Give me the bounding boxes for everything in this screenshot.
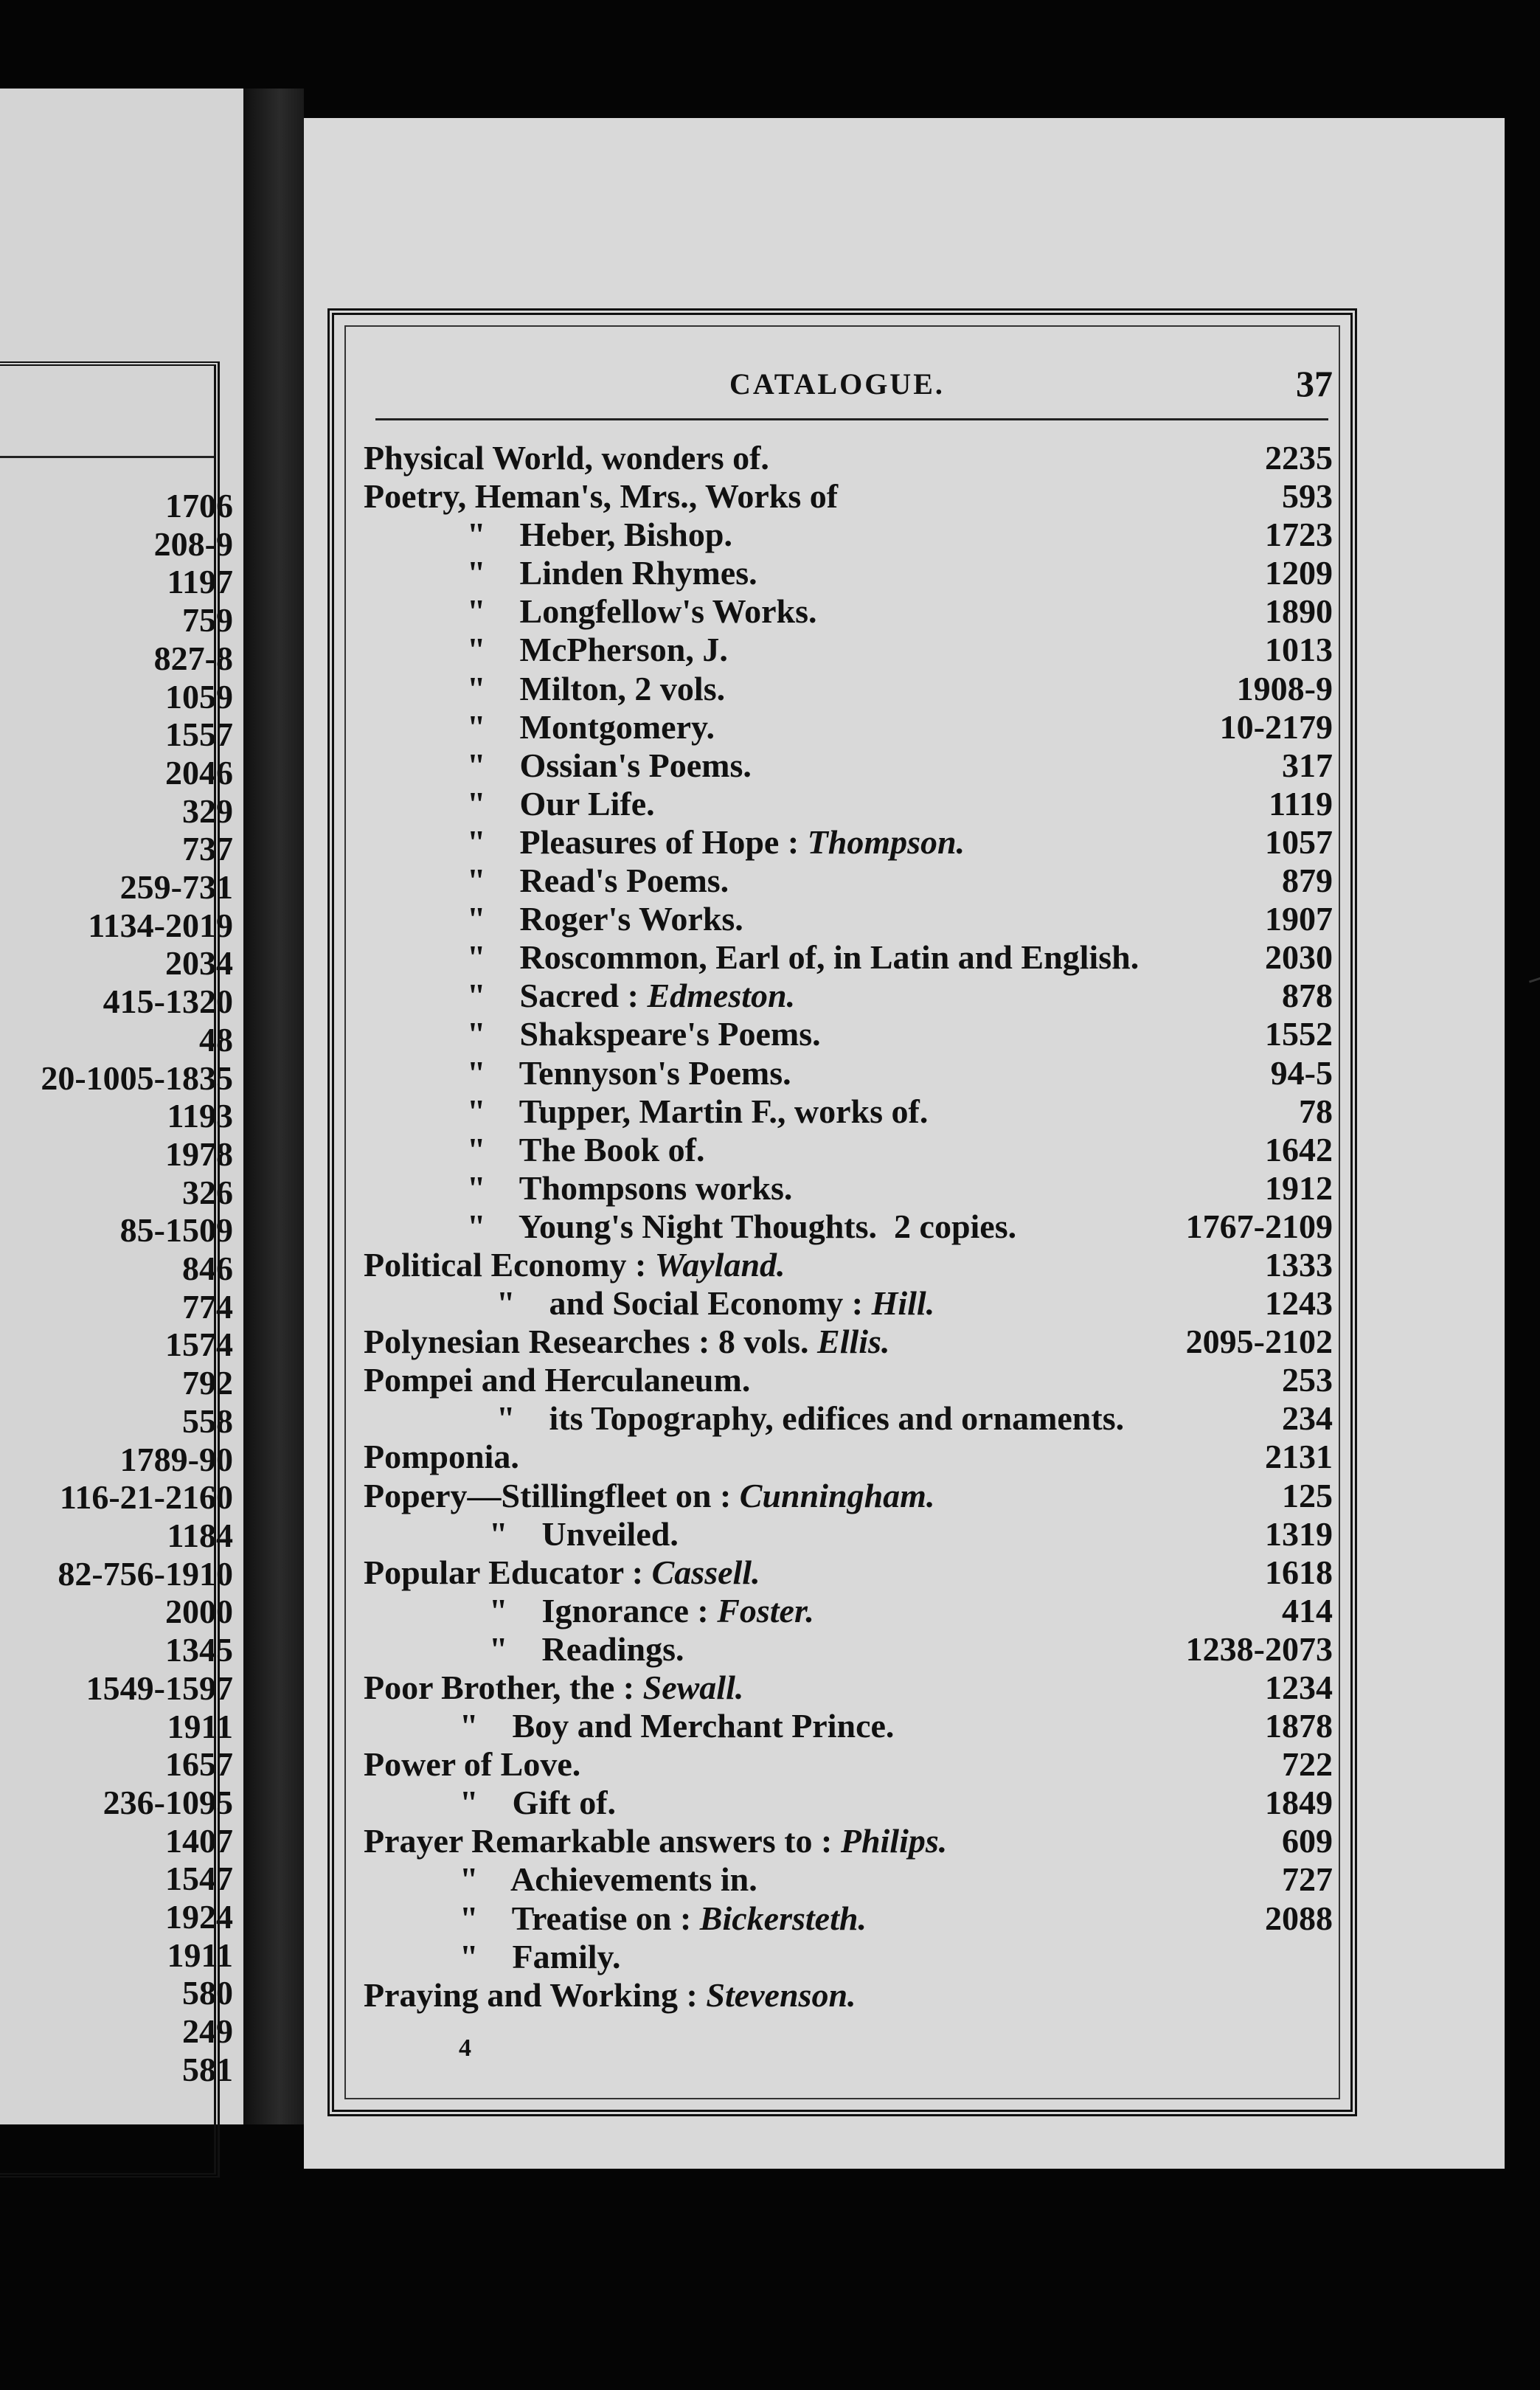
entry-author: Edmeston. xyxy=(647,977,796,1015)
entry-title-text: " Heber, Bishop. xyxy=(467,516,732,554)
entry-title-text: Polynesian Researches : 8 vols. xyxy=(364,1323,818,1361)
entry-number: 1908-9 xyxy=(1236,669,1333,707)
previous-page-number-column xyxy=(0,487,233,2089)
entry-number: 78 xyxy=(1299,1092,1333,1130)
previous-page-number: 116-21-2160 xyxy=(59,1478,233,1517)
previous-page-number: 1193 xyxy=(167,1097,233,1135)
catalogue-entry xyxy=(334,1399,1350,1438)
catalogue-entry xyxy=(334,1592,1350,1630)
entry-title xyxy=(364,1745,580,1784)
catalogue-entry xyxy=(334,938,1350,977)
catalogue-entry xyxy=(334,785,1350,823)
previous-page-number: 329 xyxy=(182,792,233,830)
catalogue-entry xyxy=(334,1246,1350,1284)
entry-number: 10-2179 xyxy=(1219,707,1333,746)
previous-page-number: 827-8 xyxy=(153,639,233,677)
entry-title xyxy=(459,1784,616,1822)
entry-number: 1013 xyxy=(1265,631,1333,669)
entry-title-text: " Our Life. xyxy=(467,784,655,822)
entry-title xyxy=(489,1515,679,1553)
catalogue-entry xyxy=(334,1015,1350,1053)
previous-page-number: 774 xyxy=(182,1287,233,1326)
catalogue-entry xyxy=(334,670,1350,708)
entry-title-text: " Treatise on : xyxy=(459,1899,700,1937)
catalogue-entry xyxy=(334,823,1350,862)
entry-number: 1209 xyxy=(1265,554,1333,592)
previous-page-number: 1557 xyxy=(165,716,233,754)
entry-title-text: " Gift of. xyxy=(459,1784,617,1822)
previous-page-number: 2046 xyxy=(165,753,233,792)
entry-title xyxy=(364,439,769,477)
previous-page-number: 48 xyxy=(199,1020,233,1059)
entry-title-text: Popular Educator : xyxy=(364,1553,652,1591)
entry-author: Ellis. xyxy=(817,1323,890,1361)
signature-mark: 4 xyxy=(459,2034,471,2062)
previous-page-number: 581 xyxy=(182,2050,233,2088)
page-number: 37 xyxy=(1296,363,1333,404)
catalogue-entry xyxy=(334,1477,1350,1515)
catalogue-entry xyxy=(334,1208,1350,1246)
previous-page-number: 1978 xyxy=(165,1135,233,1173)
entry-title xyxy=(364,1323,889,1361)
entry-number: 1243 xyxy=(1265,1284,1333,1323)
entry-number: 253 xyxy=(1282,1361,1333,1399)
entry-number: 1238-2073 xyxy=(1185,1629,1333,1668)
previous-page-number: 1134-2019 xyxy=(88,906,233,944)
catalogue-entry xyxy=(334,1707,1350,1745)
catalogue-entry-list xyxy=(334,439,1350,2015)
entry-title xyxy=(467,592,817,631)
entry-title-text: " Shakspeare's Poems. xyxy=(467,1015,821,1053)
catalogue-entry xyxy=(334,862,1350,900)
entry-number: 593 xyxy=(1282,477,1333,516)
previous-page-number: 249 xyxy=(182,2012,233,2051)
catalogue-entry xyxy=(334,1553,1350,1592)
catalogue-entry xyxy=(334,1976,1350,2015)
entry-title-text: Pomponia. xyxy=(364,1438,519,1476)
entry-number: 414 xyxy=(1282,1591,1333,1629)
previous-page-number: 1059 xyxy=(165,677,233,716)
entry-title xyxy=(496,1399,1124,1438)
entry-number: 879 xyxy=(1282,862,1333,900)
entry-title-text: " its Topography, edifices and ornaments. xyxy=(496,1399,1125,1438)
catalogue-entry xyxy=(334,977,1350,1015)
catalogue-entry xyxy=(334,1438,1350,1476)
entry-title xyxy=(364,1438,519,1476)
entry-author: Stevenson. xyxy=(706,1975,856,2014)
entry-number: 1119 xyxy=(1269,784,1333,822)
entry-number: 1878 xyxy=(1265,1707,1333,1745)
entry-number: 878 xyxy=(1282,977,1333,1015)
entry-title-text: " and Social Economy : xyxy=(496,1284,872,1323)
running-head: CATALOGUE. xyxy=(729,367,945,401)
entry-title-text: " Longfellow's Works. xyxy=(467,592,817,631)
entry-title-text: " Linden Rhymes. xyxy=(467,554,757,592)
entry-title xyxy=(467,977,795,1015)
previous-page-number: 1574 xyxy=(165,1326,233,1364)
previous-page-number: 1547 xyxy=(165,1860,233,1898)
previous-page-number: 737 xyxy=(182,830,233,868)
catalogue-entry xyxy=(334,900,1350,938)
previous-page-number: 2000 xyxy=(165,1593,233,1631)
entry-number: 1912 xyxy=(1265,1168,1333,1207)
entry-title xyxy=(467,1169,792,1208)
entry-number: 727 xyxy=(1282,1860,1333,1899)
catalogue-entry xyxy=(334,1361,1350,1399)
entry-author: Foster. xyxy=(717,1591,814,1629)
previous-page-number: 1407 xyxy=(165,1821,233,1860)
catalogue-entry xyxy=(334,1054,1350,1092)
previous-page-number: 1345 xyxy=(165,1631,233,1669)
previous-page-number: 1657 xyxy=(165,1745,233,1784)
catalogue-entry xyxy=(334,516,1350,554)
previous-page-number: 82-756-1910 xyxy=(58,1554,233,1593)
entry-title xyxy=(459,1938,620,1976)
entry-title xyxy=(467,516,732,554)
previous-page-number: 1706 xyxy=(165,487,233,524)
entry-title xyxy=(364,1976,856,2015)
entry-number: 1552 xyxy=(1265,1015,1333,1053)
catalogue-entry xyxy=(334,631,1350,669)
entry-author: Wayland. xyxy=(654,1245,785,1284)
catalogue-entry xyxy=(334,1784,1350,1822)
entry-author: Bickersteth. xyxy=(699,1899,867,1937)
entry-title-text: " Young's Night Thoughts. 2 copies. xyxy=(467,1207,1017,1245)
entry-number: 1057 xyxy=(1265,822,1333,861)
entry-title xyxy=(364,1246,785,1284)
entry-author: Hill. xyxy=(871,1284,935,1323)
entry-number: 1618 xyxy=(1265,1553,1333,1591)
entry-number: 2095-2102 xyxy=(1185,1323,1333,1361)
entry-title-text: Prayer Remarkable answers to : xyxy=(364,1822,841,1860)
catalogue-entry xyxy=(334,1630,1350,1669)
entry-title xyxy=(467,1131,704,1169)
previous-page-number: 208-9 xyxy=(153,524,233,563)
entry-number: 1234 xyxy=(1265,1669,1333,1706)
entry-number: 1767-2109 xyxy=(1185,1207,1333,1245)
entry-title-text: Pompei and Herculaneum. xyxy=(364,1361,751,1399)
entry-title-text: " Montgomery. xyxy=(467,707,715,746)
entry-title-text: " McPherson, J. xyxy=(467,631,728,669)
catalogue-entry xyxy=(334,554,1350,592)
entry-title-text: " Family. xyxy=(459,1937,621,1975)
entry-number: 2088 xyxy=(1265,1899,1333,1937)
entry-title-text: " Roger's Works. xyxy=(467,900,743,938)
entry-title-text: Praying and Working : xyxy=(364,1975,707,2014)
catalogue-entry xyxy=(334,592,1350,631)
previous-page-number: 2034 xyxy=(165,944,233,983)
entry-title xyxy=(364,477,838,516)
entry-title xyxy=(467,1092,928,1131)
entry-title xyxy=(496,1284,934,1323)
previous-page-number: 85-1509 xyxy=(119,1211,233,1250)
entry-title xyxy=(489,1630,684,1669)
previous-page-number: 580 xyxy=(182,1974,233,2012)
entry-title xyxy=(364,1477,934,1515)
catalogue-entry xyxy=(334,1822,1350,1860)
entry-number: 2030 xyxy=(1265,938,1333,977)
entry-title-text: " Tupper, Martin F., works of. xyxy=(467,1092,929,1130)
previous-page-number: 759 xyxy=(182,601,233,640)
catalogue-entry xyxy=(334,1323,1350,1361)
entry-title xyxy=(459,1707,894,1745)
entry-title xyxy=(467,708,715,747)
catalogue-entry xyxy=(334,1284,1350,1323)
entry-title xyxy=(364,1553,760,1592)
previous-page-number: 20-1005-1835 xyxy=(41,1059,233,1097)
entry-author: Philips. xyxy=(840,1822,948,1860)
catalogue-entry xyxy=(334,708,1350,747)
previous-page-number: 1197 xyxy=(167,563,233,601)
previous-page-number: 846 xyxy=(182,1250,233,1288)
entry-number: 1319 xyxy=(1265,1514,1333,1553)
entry-title xyxy=(459,1860,757,1899)
previous-page-number: 1911 xyxy=(167,1936,233,1974)
header-rule xyxy=(375,418,1328,420)
catalogue-entry xyxy=(334,1899,1350,1938)
entry-number: 234 xyxy=(1282,1399,1333,1438)
entry-title-text: " Readings. xyxy=(489,1629,684,1668)
entry-author: Cunningham. xyxy=(739,1476,935,1514)
entry-number: 1907 xyxy=(1265,900,1333,938)
entry-title-text: " Pleasures of Hope : xyxy=(467,822,808,861)
previous-page-rule xyxy=(0,456,214,458)
entry-title-text: " Roscommon, Earl of, in Latin and English. xyxy=(467,938,1140,977)
entry-title-text: " Unveiled. xyxy=(489,1514,679,1553)
catalogue-entry xyxy=(334,439,1350,477)
entry-title xyxy=(467,785,655,823)
entry-number: 317 xyxy=(1282,746,1333,784)
entry-title-text: " Tennyson's Poems. xyxy=(467,1053,791,1092)
entry-number: 1890 xyxy=(1265,592,1333,631)
entry-title-text: Physical World, wonders of. xyxy=(364,439,769,477)
entry-title-text: " Sacred : xyxy=(467,977,648,1015)
catalogue-entry xyxy=(334,1131,1350,1169)
catalogue-entry xyxy=(334,1745,1350,1784)
entry-title xyxy=(364,1822,947,1860)
entry-title xyxy=(467,554,757,592)
entry-number: 609 xyxy=(1282,1822,1333,1860)
entry-title-text: " The Book of. xyxy=(467,1130,705,1168)
entry-title-text: Popery—Stillingfleet on : xyxy=(364,1476,740,1514)
pencil-mark xyxy=(1529,949,1540,983)
previous-page xyxy=(0,89,243,2124)
entry-number: 722 xyxy=(1282,1745,1333,1784)
catalogue-entry xyxy=(334,747,1350,785)
entry-title xyxy=(467,1054,791,1092)
entry-title xyxy=(467,747,752,785)
entry-number: 2131 xyxy=(1265,1438,1333,1476)
previous-page-number: 236-1095 xyxy=(103,1783,233,1821)
catalogue-entry xyxy=(334,1860,1350,1899)
entry-title-text: " Boy and Merchant Prince. xyxy=(459,1707,895,1745)
previous-page-number: 558 xyxy=(182,1402,233,1440)
entry-title xyxy=(364,1361,750,1399)
catalogue-entry xyxy=(334,1092,1350,1131)
entry-number: 1333 xyxy=(1265,1245,1333,1284)
entry-title xyxy=(467,900,743,938)
catalogue-entry xyxy=(334,1169,1350,1208)
entry-author: Sewall. xyxy=(642,1669,744,1706)
entry-title-text: Power of Love. xyxy=(364,1745,581,1784)
entry-title-text: Political Economy : xyxy=(364,1245,655,1284)
entry-number: 1723 xyxy=(1265,516,1333,554)
entry-number: 1642 xyxy=(1265,1130,1333,1168)
entry-title-text: " Thompsons works. xyxy=(467,1168,793,1207)
entry-number: 2235 xyxy=(1265,439,1333,477)
previous-page-number: 1549-1597 xyxy=(86,1669,233,1707)
catalogue-entry xyxy=(334,1515,1350,1553)
previous-page-number: 792 xyxy=(182,1364,233,1402)
entry-title xyxy=(364,1669,743,1707)
entry-title xyxy=(467,938,1139,977)
entry-number: 94-5 xyxy=(1270,1053,1333,1092)
entry-title xyxy=(467,631,728,669)
entry-author: Cassell. xyxy=(651,1553,760,1591)
previous-page-number: 1789-90 xyxy=(119,1440,233,1478)
entry-title-text: " Ignorance : xyxy=(489,1591,718,1629)
previous-page-number: 326 xyxy=(182,1173,233,1211)
entry-title-text: " Milton, 2 vols. xyxy=(467,669,726,707)
entry-number: 125 xyxy=(1282,1476,1333,1514)
entry-title xyxy=(467,823,965,862)
entry-number: 1849 xyxy=(1265,1784,1333,1822)
book-gutter xyxy=(243,89,304,2124)
previous-page-number: 415-1320 xyxy=(103,983,233,1021)
entry-title-text: " Ossian's Poems. xyxy=(467,746,752,784)
entry-title-text: " Read's Poems. xyxy=(467,862,729,900)
entry-title-text: Poetry, Heman's, Mrs., Works of xyxy=(364,477,839,516)
entry-title-text: Poor Brother, the : xyxy=(364,1669,643,1706)
entry-title xyxy=(467,862,729,900)
entry-title xyxy=(459,1899,867,1938)
catalogue-entry xyxy=(334,1669,1350,1707)
entry-title-text: " Achievements in. xyxy=(459,1860,757,1899)
catalogue-entry xyxy=(334,477,1350,516)
catalogue-page xyxy=(304,118,1505,2169)
entry-title xyxy=(489,1592,814,1630)
entry-author: Thompson. xyxy=(807,822,965,861)
previous-page-number: 1924 xyxy=(165,1898,233,1936)
page-header xyxy=(334,363,1350,411)
entry-title xyxy=(467,1015,821,1053)
entry-title xyxy=(467,670,725,708)
entry-title xyxy=(467,1208,1016,1246)
previous-page-number: 1911 xyxy=(167,1707,233,1745)
previous-page-number: 1184 xyxy=(167,1516,233,1554)
catalogue-entry xyxy=(334,1938,1350,1976)
previous-page-number: 259-731 xyxy=(119,868,233,907)
page-frame xyxy=(327,308,1357,2116)
